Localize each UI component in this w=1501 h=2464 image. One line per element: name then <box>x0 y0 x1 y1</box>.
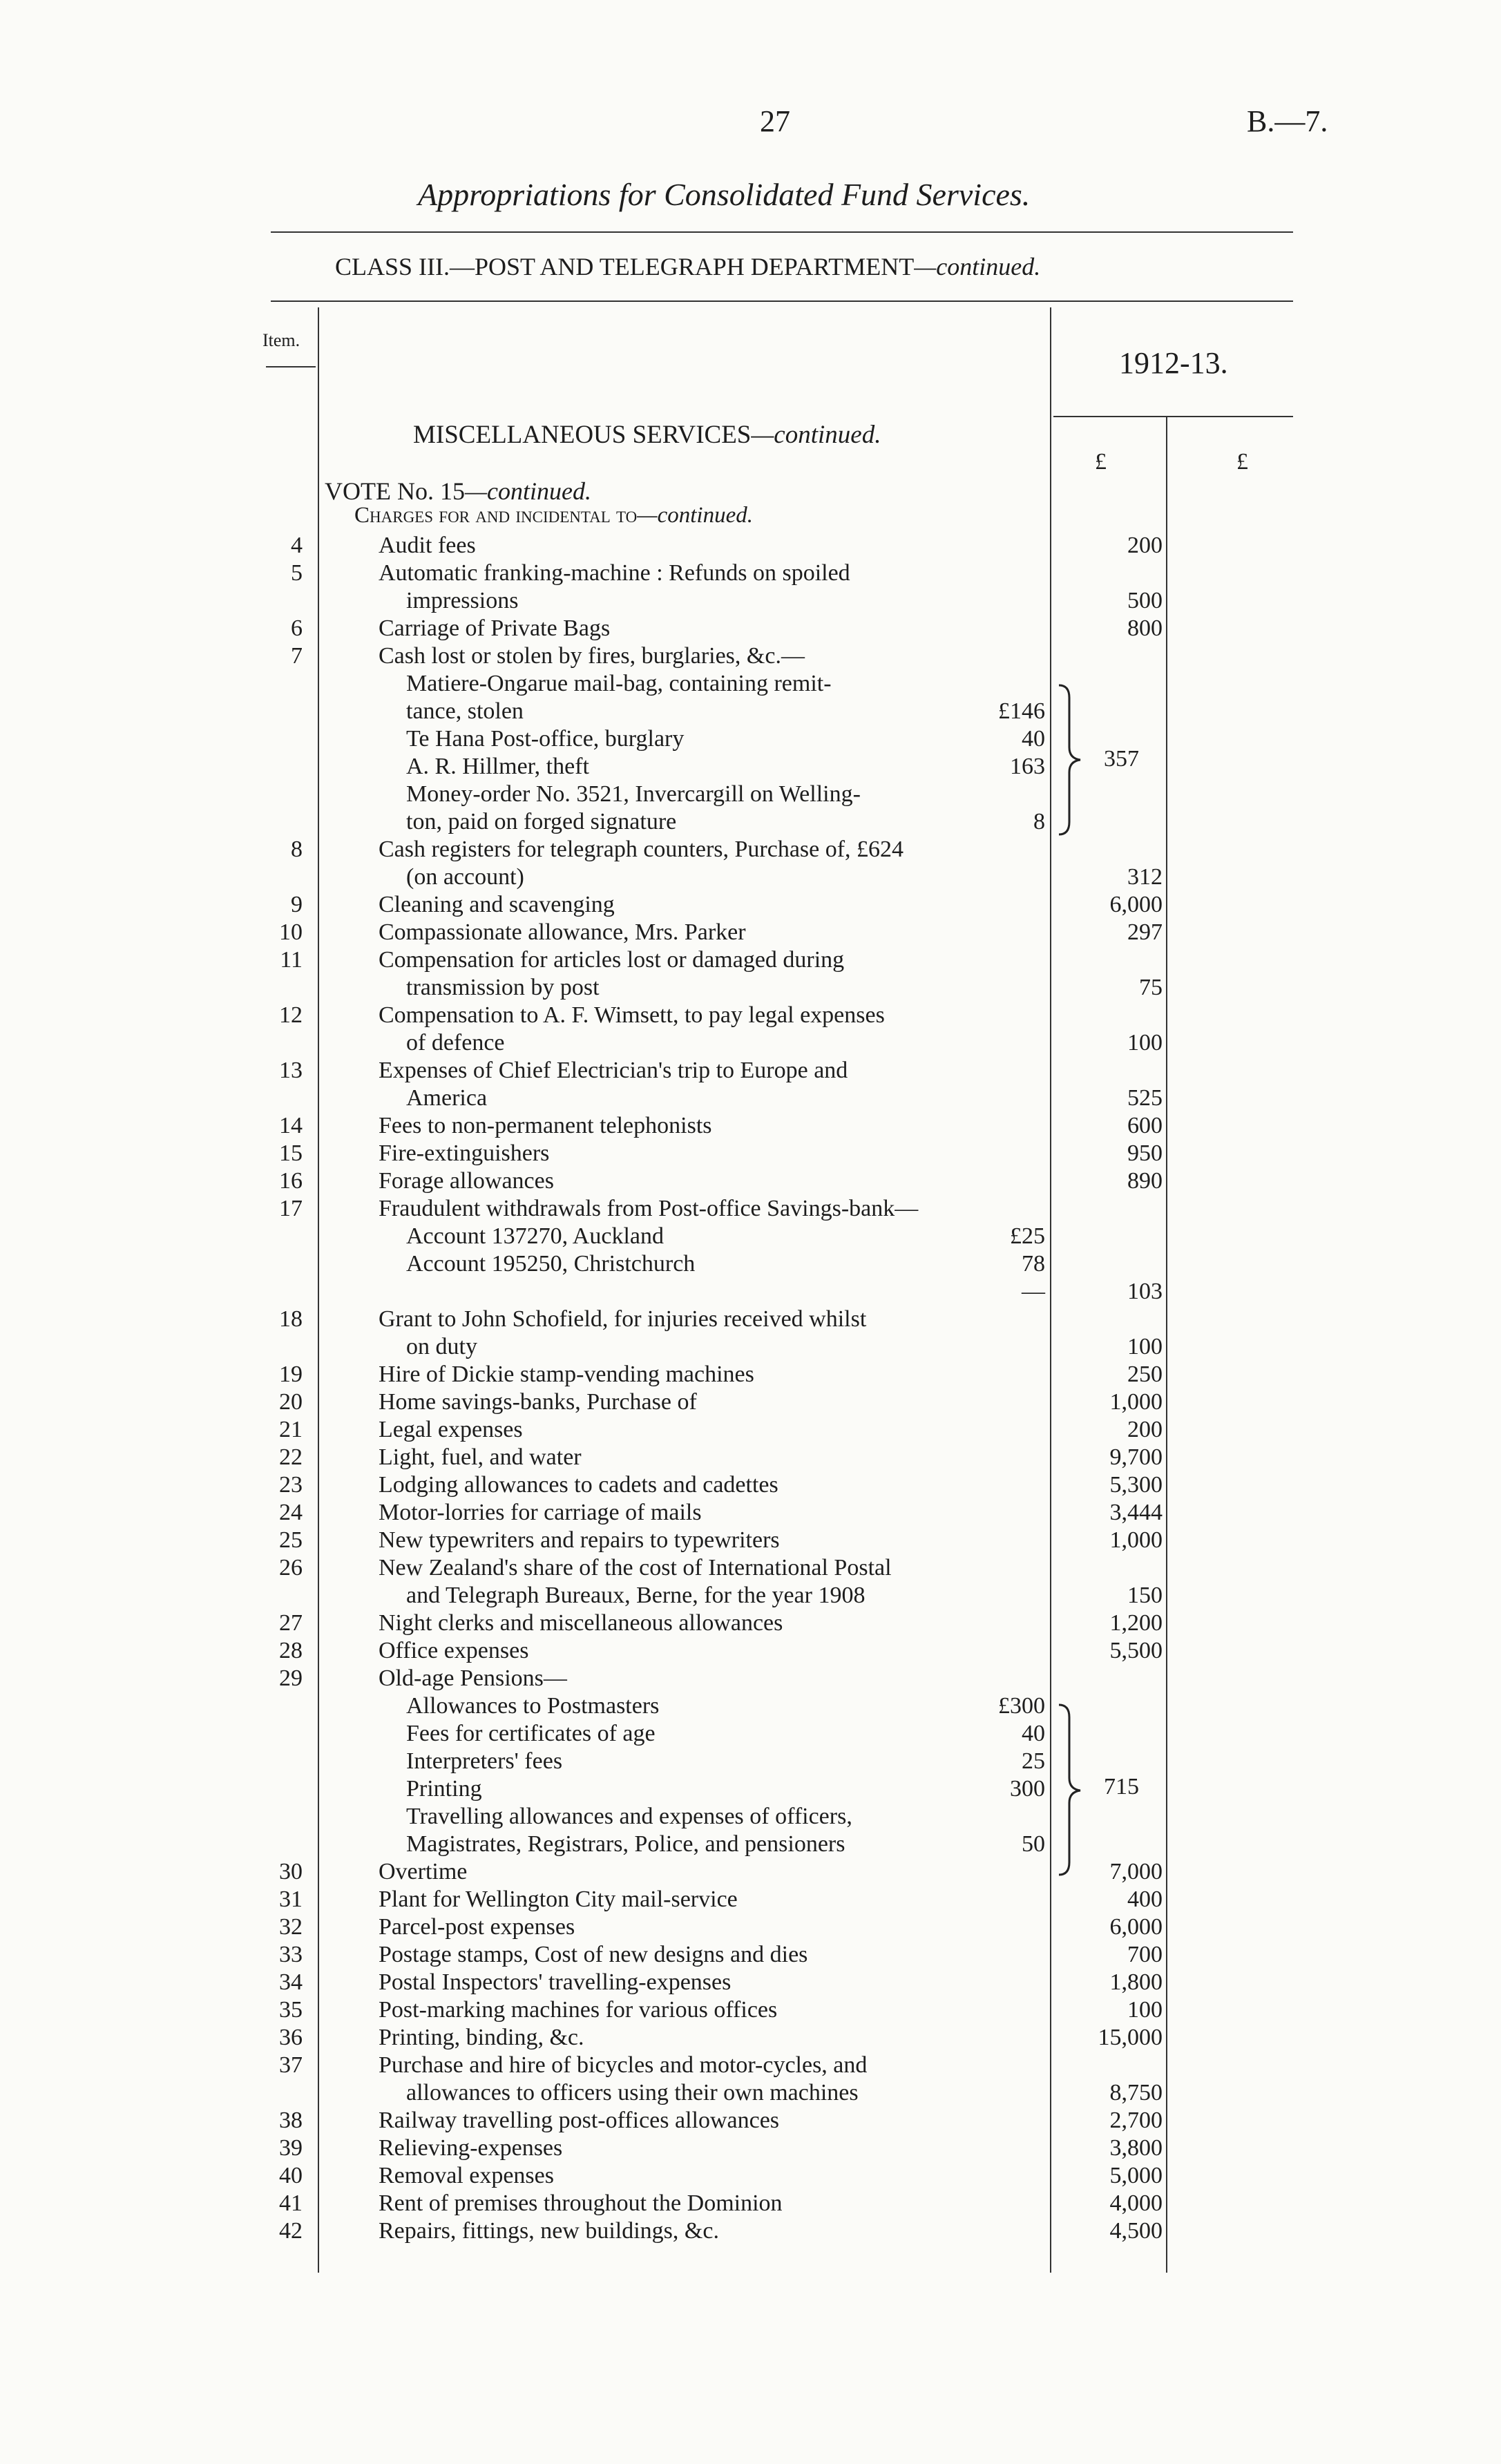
table-row <box>0 1665 1501 1692</box>
table-row <box>0 1167 1501 1195</box>
item-number: 13 <box>279 1058 303 1083</box>
table-row <box>0 1085 1501 1112</box>
table-row <box>0 1996 1501 2024</box>
item-description: Hire of Dickie stamp-vending machines <box>379 1362 754 1387</box>
table-row <box>0 1250 1501 1278</box>
item-description: Carriage of Private Bags <box>379 615 611 641</box>
table-row <box>0 587 1501 615</box>
page-title: Appropriations for Consolidated Fund Services. <box>418 177 1031 212</box>
table-row <box>0 1554 1501 1582</box>
item-description: (on account) <box>406 864 524 890</box>
table-row <box>0 1775 1501 1803</box>
item-number: 33 <box>279 1942 303 1967</box>
item-description: ton, paid on forged signature <box>406 809 677 834</box>
item-number: 22 <box>279 1444 303 1470</box>
table-row <box>0 1692 1501 1720</box>
amount-1912-13: 3,444 <box>1109 1500 1163 1525</box>
table-row <box>0 1527 1501 1554</box>
table-row <box>0 1195 1501 1223</box>
sub-amount: 25 <box>1022 1748 1045 1774</box>
item-description: Postal Inspectors' travelling-expenses <box>379 1969 732 1995</box>
item-description: Printing <box>406 1776 482 1802</box>
table-row <box>0 808 1501 836</box>
item-number: 20 <box>279 1389 303 1415</box>
item-number: 24 <box>279 1500 303 1525</box>
cash-lost-total: 357 <box>1104 746 1139 772</box>
item-description: Compensation to A. F. Wimsett, to pay legal expenses <box>379 1002 885 1028</box>
year-column-header: 1912-13. <box>1119 346 1228 380</box>
item-number: 34 <box>279 1969 303 1995</box>
table-row <box>0 2024 1501 2052</box>
item-number: 25 <box>279 1527 303 1553</box>
item-description: Grant to John Schofield, for injuries received whilst <box>379 1306 867 1332</box>
item-description: Relieving-expenses <box>379 2135 563 2161</box>
item-description: Fire-extinguishers <box>379 1140 550 1166</box>
item-description: Cash registers for telegraph counters, Purchase of, £624 <box>379 837 904 862</box>
item-number: 19 <box>279 1362 303 1387</box>
amount-1912-13: 103 <box>1127 1279 1163 1304</box>
amount-1912-13: 5,000 <box>1109 2163 1163 2188</box>
amount-1912-13: 100 <box>1127 1997 1163 2023</box>
item-description: Travelling allowances and expenses of officers, <box>406 1804 852 1829</box>
item-description: Plant for Wellington City mail-service <box>379 1887 738 1912</box>
table-row <box>0 1610 1501 1637</box>
item-description: Purchase and hire of bicycles and motor-cycles, and <box>379 2052 868 2078</box>
item-description: Te Hana Post-office, burglary <box>406 726 685 752</box>
item-number: 10 <box>279 919 303 945</box>
item-description: Printing, binding, &c. <box>379 2025 584 2050</box>
amount-1912-13: 1,000 <box>1109 1389 1163 1415</box>
table-row <box>0 2162 1501 2190</box>
table-row <box>0 1499 1501 1527</box>
item-column-header: Item. <box>262 330 300 350</box>
item-number: 42 <box>279 2218 303 2244</box>
item-description: Account 195250, Christchurch <box>406 1251 696 1277</box>
table-row <box>0 1969 1501 1996</box>
table-row <box>0 1002 1501 1029</box>
amount-1912-13: 800 <box>1127 615 1163 641</box>
table-row <box>0 1444 1501 1471</box>
item-description: Compassionate allowance, Mrs. Parker <box>379 919 746 945</box>
item-number: 17 <box>279 1196 303 1221</box>
item-number: 6 <box>291 615 303 641</box>
sub-amount: 40 <box>1022 1721 1045 1746</box>
amount-1912-13: 1,800 <box>1109 1969 1163 1995</box>
table-row <box>0 2217 1501 2245</box>
sub-amount: 8 <box>1033 809 1045 834</box>
item-description: A. R. Hillmer, theft <box>406 754 589 779</box>
amount-1912-13: 6,000 <box>1109 892 1163 917</box>
item-number: 30 <box>279 1859 303 1884</box>
item-number: 31 <box>279 1887 303 1912</box>
item-description: Post-marking machines for various offices <box>379 1997 778 2023</box>
amount-1912-13: 1,000 <box>1109 1527 1163 1553</box>
item-description: Fees to non-permanent telephonists <box>379 1113 712 1138</box>
item-description: Rent of premises throughout the Dominion <box>379 2190 783 2216</box>
item-description: Office expenses <box>379 1638 529 1663</box>
table-row <box>0 1913 1501 1941</box>
amount-1912-13: 400 <box>1127 1887 1163 1912</box>
item-description: allowances to officers using their own machines <box>406 2080 859 2105</box>
item-description: Postage stamps, Cost of new designs and dies <box>379 1942 808 1967</box>
sub-amount: 163 <box>1010 754 1045 779</box>
table-row <box>0 974 1501 1002</box>
item-description: Cleaning and scavenging <box>379 892 615 917</box>
item-number: 9 <box>291 892 303 917</box>
table-row <box>0 2190 1501 2217</box>
item-number: 41 <box>279 2190 303 2216</box>
table-row <box>0 1803 1501 1831</box>
cash-lost-brace <box>1055 684 1083 836</box>
item-number: 5 <box>291 560 303 586</box>
item-number: 21 <box>279 1417 303 1442</box>
amount-1912-13: 7,000 <box>1109 1859 1163 1884</box>
amount-1912-13: 297 <box>1127 919 1163 945</box>
table-row <box>0 1112 1501 1140</box>
item-description: Overtime <box>379 1859 468 1884</box>
item-description: Night clerks and miscellaneous allowances <box>379 1610 783 1636</box>
item-header-rule <box>266 366 316 367</box>
item-description: Allowances to Postmasters <box>406 1693 660 1719</box>
item-number: 38 <box>279 2108 303 2133</box>
amount-1912-13: 600 <box>1127 1113 1163 1138</box>
amount-1912-13: 15,000 <box>1098 2025 1163 2050</box>
sub-amount: £300 <box>998 1693 1045 1719</box>
item-description: Cash lost or stolen by fires, burglaries, &c.— <box>379 643 805 669</box>
table-row <box>0 2107 1501 2134</box>
item-number: 15 <box>279 1140 303 1166</box>
item-description: Fees for certificates of age <box>406 1721 656 1746</box>
table-row <box>0 781 1501 808</box>
table-row <box>0 946 1501 974</box>
currency-label-1: £ <box>1095 449 1107 475</box>
item-description: Automatic franking-machine : Refunds on spoiled <box>379 560 850 586</box>
item-number: 18 <box>279 1306 303 1332</box>
item-number: 14 <box>279 1113 303 1138</box>
table-row <box>0 863 1501 891</box>
item-description: Forage allowances <box>379 1168 554 1194</box>
item-description: on duty <box>406 1334 477 1359</box>
class-heading: CLASS III.—POST AND TELEGRAPH DEPARTMENT—continued. <box>335 253 1041 280</box>
item-description: Motor-lorries for carriage of mails <box>379 1500 702 1525</box>
item-number: 37 <box>279 2052 303 2078</box>
old-age-total: 715 <box>1104 1774 1139 1799</box>
table-row <box>0 919 1501 946</box>
sub-amount: — <box>1022 1279 1045 1304</box>
amount-1912-13: 500 <box>1127 588 1163 613</box>
amount-1912-13: 1,200 <box>1109 1610 1163 1636</box>
item-description: New Zealand's share of the cost of International Postal <box>379 1555 892 1580</box>
amount-1912-13: 3,800 <box>1109 2135 1163 2161</box>
item-number: 36 <box>279 2025 303 2050</box>
table-row <box>0 1886 1501 1913</box>
sub-amount: 300 <box>1010 1776 1045 1802</box>
item-description: Lodging allowances to cadets and cadettes <box>379 1472 778 1498</box>
table-row <box>0 836 1501 863</box>
table-row <box>0 2052 1501 2079</box>
item-number: 35 <box>279 1997 303 2023</box>
table-row <box>0 2134 1501 2162</box>
item-number: 28 <box>279 1638 303 1663</box>
amount-1912-13: 250 <box>1127 1362 1163 1387</box>
item-number: 39 <box>279 2135 303 2161</box>
table-row <box>0 670 1501 698</box>
table-row <box>0 1831 1501 1858</box>
amount-1912-13: 2,700 <box>1109 2108 1163 2133</box>
page-number: 27 <box>760 104 790 138</box>
heading-rule <box>271 300 1293 302</box>
table-row <box>0 1333 1501 1361</box>
item-description: Account 137270, Auckland <box>406 1223 664 1249</box>
table-row <box>0 1582 1501 1610</box>
item-number: 4 <box>291 533 303 558</box>
table-row <box>0 1637 1501 1665</box>
item-description: impressions <box>406 588 519 613</box>
item-number: 40 <box>279 2163 303 2188</box>
item-number: 27 <box>279 1610 303 1636</box>
item-number: 11 <box>280 947 303 973</box>
item-number: 16 <box>279 1168 303 1194</box>
amount-1912-13: 150 <box>1127 1583 1163 1608</box>
item-description: Repairs, fittings, new buildings, &c. <box>379 2218 719 2244</box>
sub-amount: £146 <box>998 698 1045 724</box>
table-row <box>0 532 1501 560</box>
amount-1912-13: 5,500 <box>1109 1638 1163 1663</box>
sub-amount: 40 <box>1022 726 1045 752</box>
amount-1912-13: 9,700 <box>1109 1444 1163 1470</box>
item-number: 23 <box>279 1472 303 1498</box>
table-row <box>0 698 1501 725</box>
amount-1912-13: 8,750 <box>1109 2080 1163 2105</box>
currency-label-2: £ <box>1236 449 1248 475</box>
table-row <box>0 725 1501 753</box>
charges-heading: Charges for and incidental to—continued. <box>354 503 753 528</box>
item-description: Expenses of Chief Electrician's trip to Europe and <box>379 1058 848 1083</box>
table-row <box>0 560 1501 587</box>
title-rule <box>271 231 1293 233</box>
item-description: Magistrates, Registrars, Police, and pensioners <box>406 1831 845 1857</box>
item-description: Interpreters' fees <box>406 1748 563 1774</box>
item-description: Parcel-post expenses <box>379 1914 575 1940</box>
item-description: Home savings-banks, Purchase of <box>379 1389 697 1415</box>
item-description: Matiere-Ongarue mail-bag, containing remit- <box>406 671 832 696</box>
table-row <box>0 753 1501 781</box>
table-row <box>0 1748 1501 1775</box>
table-row <box>0 2079 1501 2107</box>
table-row <box>0 1278 1501 1306</box>
table-row <box>0 891 1501 919</box>
item-description: tance, stolen <box>406 698 524 724</box>
item-number: 7 <box>291 643 303 669</box>
table-row <box>0 1140 1501 1167</box>
item-description: America <box>406 1085 488 1111</box>
item-number: 8 <box>291 837 303 862</box>
vote-heading: VOTE No. 15—continued. <box>325 477 591 505</box>
item-description: of defence <box>406 1030 505 1056</box>
table-row <box>0 1223 1501 1250</box>
table-row <box>0 615 1501 642</box>
item-number: 29 <box>279 1665 303 1691</box>
item-number: 12 <box>279 1002 303 1028</box>
item-description: Money-order No. 3521, Invercargill on Welling- <box>406 781 861 807</box>
item-description: Railway travelling post-offices allowances <box>379 2108 780 2133</box>
item-description: Legal expenses <box>379 1417 523 1442</box>
item-description: and Telegraph Bureaux, Berne, for the year 1908 <box>406 1583 866 1608</box>
amount-1912-13: 5,300 <box>1109 1472 1163 1498</box>
amount-1912-13: 200 <box>1127 1417 1163 1442</box>
table-row <box>0 642 1501 670</box>
table-row <box>0 1361 1501 1388</box>
amount-1912-13: 890 <box>1127 1168 1163 1194</box>
amount-1912-13: 200 <box>1127 533 1163 558</box>
sub-amount: 50 <box>1022 1831 1045 1857</box>
item-description: Compensation for articles lost or damaged during <box>379 947 845 973</box>
sub-amount: £25 <box>1010 1223 1045 1249</box>
document-reference: B.—7. <box>1247 104 1328 138</box>
amount-1912-13: 4,500 <box>1109 2218 1163 2244</box>
item-description: New typewriters and repairs to typewriters <box>379 1527 780 1553</box>
year-header-rule <box>1053 416 1293 417</box>
table-row <box>0 1057 1501 1085</box>
table-row <box>0 1029 1501 1057</box>
item-description: Light, fuel, and water <box>379 1444 582 1470</box>
item-description: Old-age Pensions— <box>379 1665 567 1691</box>
item-number: 26 <box>279 1555 303 1580</box>
table-row <box>0 1306 1501 1333</box>
sub-amount: 78 <box>1022 1251 1045 1277</box>
amount-1912-13: 100 <box>1127 1030 1163 1056</box>
item-description: Audit fees <box>379 533 476 558</box>
table-row <box>0 1941 1501 1969</box>
item-description: transmission by post <box>406 975 600 1000</box>
section-heading: MISCELLANEOUS SERVICES—continued. <box>413 421 881 449</box>
amount-1912-13: 100 <box>1127 1334 1163 1359</box>
amount-1912-13: 312 <box>1127 864 1163 890</box>
item-number: 32 <box>279 1914 303 1940</box>
amount-1912-13: 525 <box>1127 1085 1163 1111</box>
table-row <box>0 1858 1501 1886</box>
amount-1912-13: 4,000 <box>1109 2190 1163 2216</box>
table-row <box>0 1720 1501 1748</box>
amount-1912-13: 700 <box>1127 1942 1163 1967</box>
item-description: Fraudulent withdrawals from Post-office Savings-bank— <box>379 1196 919 1221</box>
table-row <box>0 1388 1501 1416</box>
amount-1912-13: 75 <box>1139 975 1163 1000</box>
table-row <box>0 1416 1501 1444</box>
amount-1912-13: 6,000 <box>1109 1914 1163 1940</box>
old-age-brace <box>1055 1703 1083 1876</box>
amount-1912-13: 950 <box>1127 1140 1163 1166</box>
item-description: Removal expenses <box>379 2163 554 2188</box>
table-row <box>0 1471 1501 1499</box>
